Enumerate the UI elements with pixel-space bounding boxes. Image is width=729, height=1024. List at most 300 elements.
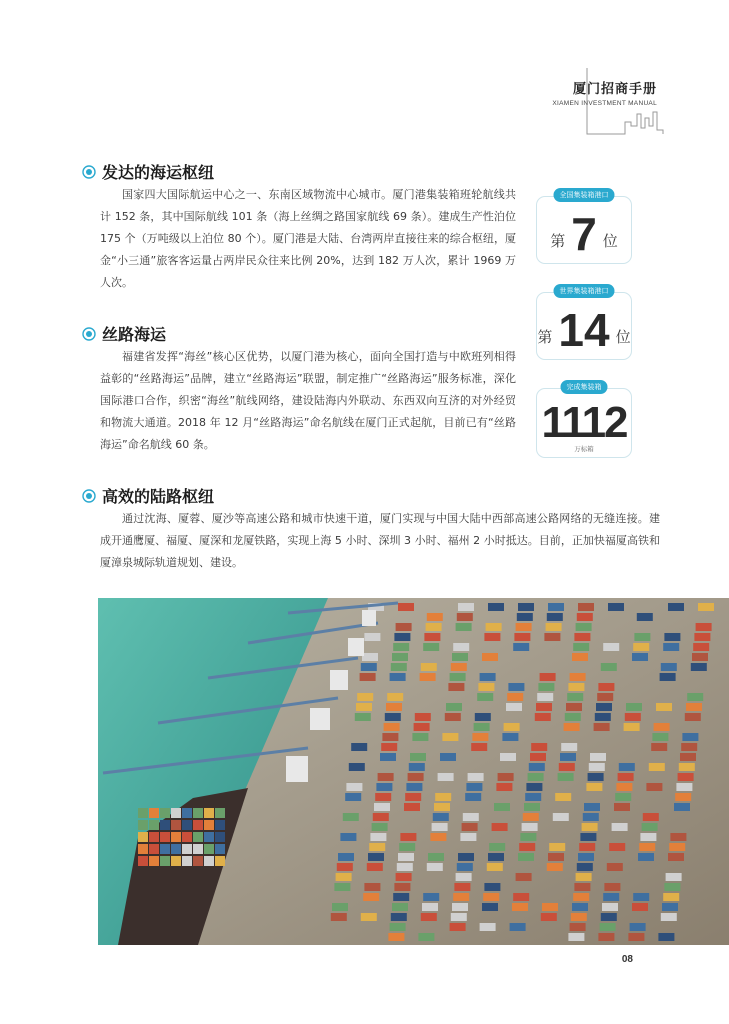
container-block xyxy=(658,933,674,941)
container-block xyxy=(607,863,623,871)
container-block xyxy=(409,763,425,771)
container-block xyxy=(442,733,458,741)
ship-container xyxy=(215,808,225,818)
container-block xyxy=(373,813,389,821)
container-block xyxy=(496,783,512,791)
container-block xyxy=(337,863,353,871)
container-block xyxy=(580,833,596,841)
port-illustration xyxy=(98,598,729,945)
container-block xyxy=(674,803,690,811)
container-block xyxy=(456,623,472,631)
container-block xyxy=(628,933,644,941)
ship-container xyxy=(160,856,170,866)
section-title-land-hub xyxy=(82,484,214,507)
ship-container xyxy=(215,844,225,854)
ship-container xyxy=(193,832,203,842)
container-block xyxy=(340,833,356,841)
container-block xyxy=(396,873,412,881)
container-block xyxy=(586,783,602,791)
container-block xyxy=(451,663,467,671)
container-block xyxy=(576,623,592,631)
section-title-silk-road xyxy=(82,322,166,345)
manual-header xyxy=(552,78,657,107)
container-block xyxy=(516,623,532,631)
container-block xyxy=(433,813,449,821)
container-block xyxy=(472,733,488,741)
ship-container xyxy=(149,820,159,830)
container-block xyxy=(386,703,402,711)
container-block xyxy=(574,883,590,891)
container-block xyxy=(445,713,461,721)
container-block xyxy=(440,753,456,761)
container-block xyxy=(516,873,532,881)
container-block xyxy=(415,713,431,721)
container-block xyxy=(570,923,586,931)
container-block xyxy=(682,733,698,741)
container-block xyxy=(574,633,590,641)
container-block xyxy=(691,663,707,671)
container-block xyxy=(474,723,490,731)
container-block xyxy=(537,693,553,701)
container-block xyxy=(513,893,529,901)
container-block xyxy=(573,643,589,651)
container-block xyxy=(421,663,437,671)
container-block xyxy=(504,723,520,731)
container-block xyxy=(494,803,510,811)
container-block xyxy=(390,673,406,681)
container-block xyxy=(458,603,474,611)
ship-container xyxy=(171,844,181,854)
container-block xyxy=(547,863,563,871)
container-block xyxy=(397,863,413,871)
container-block xyxy=(378,773,394,781)
container-block xyxy=(565,713,581,721)
container-block xyxy=(343,813,359,821)
container-block xyxy=(662,903,678,911)
container-block xyxy=(363,893,379,901)
container-block xyxy=(454,883,470,891)
container-block xyxy=(576,873,592,881)
stat-value: 7 xyxy=(571,208,597,260)
container-block xyxy=(336,873,352,881)
container-block xyxy=(478,683,494,691)
container-block xyxy=(364,633,380,641)
container-block xyxy=(398,853,414,861)
stat-prefix: 第 xyxy=(537,328,553,346)
container-block xyxy=(668,603,684,611)
container-block xyxy=(632,903,648,911)
container-block xyxy=(618,773,634,781)
container-block xyxy=(630,923,646,931)
container-block xyxy=(546,623,562,631)
container-block xyxy=(568,933,584,941)
container-block xyxy=(664,633,680,641)
section-title-sea-hub xyxy=(82,160,214,183)
container-block xyxy=(597,693,613,701)
container-block xyxy=(465,793,481,801)
stat-national-rank xyxy=(536,191,632,264)
container-block xyxy=(603,893,619,901)
ship-container xyxy=(138,820,148,830)
container-block xyxy=(568,683,584,691)
ship-container xyxy=(182,820,192,830)
container-block xyxy=(520,833,536,841)
container-block xyxy=(487,863,503,871)
section-title-text: 高效的陆路枢纽 xyxy=(102,487,215,506)
container-block xyxy=(331,913,347,921)
container-block xyxy=(390,923,406,931)
container-block xyxy=(452,903,468,911)
container-block xyxy=(542,903,558,911)
container-block xyxy=(524,803,540,811)
container-block xyxy=(457,613,473,621)
ship-container xyxy=(193,820,203,830)
container-block xyxy=(619,763,635,771)
container-block xyxy=(664,883,680,891)
container-block xyxy=(460,833,476,841)
container-block xyxy=(553,813,569,821)
container-block xyxy=(624,723,640,731)
container-block xyxy=(626,703,642,711)
ship-container xyxy=(204,808,214,818)
container-block xyxy=(541,913,557,921)
container-block xyxy=(435,793,451,801)
container-block xyxy=(510,923,526,931)
container-block xyxy=(687,693,703,701)
container-block xyxy=(615,793,631,801)
ship-container xyxy=(204,856,214,866)
container-block xyxy=(634,633,650,641)
ship-container xyxy=(215,832,225,842)
ship-container xyxy=(215,856,225,866)
container-block xyxy=(361,913,377,921)
container-block xyxy=(399,843,415,851)
container-block xyxy=(676,783,692,791)
container-block xyxy=(663,893,679,901)
container-block xyxy=(612,823,628,831)
container-block xyxy=(457,863,473,871)
ship-container xyxy=(171,856,181,866)
ship-container xyxy=(149,832,159,842)
container-block xyxy=(456,873,472,881)
container-block xyxy=(349,763,365,771)
container-block xyxy=(393,643,409,651)
ship-container xyxy=(193,856,203,866)
bullet-circle-icon xyxy=(82,327,96,341)
container-block xyxy=(507,693,523,701)
stat-teu-volume xyxy=(536,383,632,458)
ship-container xyxy=(149,808,159,818)
container-block xyxy=(560,753,576,761)
container-block xyxy=(381,743,397,751)
container-block xyxy=(564,723,580,731)
container-block xyxy=(387,693,403,701)
container-block xyxy=(367,863,383,871)
container-block xyxy=(484,883,500,891)
container-block xyxy=(394,883,410,891)
container-block xyxy=(506,703,522,711)
container-block xyxy=(398,603,414,611)
container-block xyxy=(513,643,529,651)
stat-tag: 完成集装箱 xyxy=(561,380,608,394)
stat-suffix: 位 xyxy=(615,328,631,346)
container-block xyxy=(601,663,617,671)
container-block xyxy=(475,713,491,721)
container-block xyxy=(654,723,670,731)
ship-container xyxy=(160,844,170,854)
container-block xyxy=(450,673,466,681)
container-block xyxy=(360,673,376,681)
bullet-circle-icon xyxy=(82,165,96,179)
container-block xyxy=(502,733,518,741)
container-block xyxy=(578,603,594,611)
container-block xyxy=(380,753,396,761)
container-block xyxy=(602,903,618,911)
container-block xyxy=(427,863,443,871)
container-block xyxy=(678,773,694,781)
container-block xyxy=(523,813,539,821)
container-block xyxy=(642,823,658,831)
container-block xyxy=(594,723,610,731)
ship-container xyxy=(204,820,214,830)
container-block xyxy=(578,853,594,861)
container-block xyxy=(463,813,479,821)
container-block xyxy=(414,723,430,731)
container-block xyxy=(382,733,398,741)
container-block xyxy=(616,783,632,791)
container-block xyxy=(385,713,401,721)
container-block xyxy=(514,633,530,641)
container-block xyxy=(369,843,385,851)
section-body-silk-road: 福建省发挥“海丝”核心区优势，以厦门港为核心，面向全国打造与中欧班列相得益彰的“丝路海运”品牌，建立“丝路海运”联盟，制定推广“丝路海运”服务标准，深化国际港口合作，织密“海丝”航线网络，建设陆海内外联动、东西双向互济的对外经贸和物流大通道。2018 年 12 月“丝路海运”命名航线在厦门正式起航，目前已有“丝路海运”命名航线 60 条。 xyxy=(100,350,516,451)
container-block xyxy=(482,903,498,911)
container-block xyxy=(406,783,422,791)
container-block xyxy=(468,773,484,781)
stat-world-rank xyxy=(536,287,632,360)
container-block xyxy=(547,613,563,621)
container-block xyxy=(525,793,541,801)
container-block xyxy=(428,853,444,861)
container-block xyxy=(477,693,493,701)
container-block xyxy=(646,783,662,791)
container-block xyxy=(572,653,588,661)
container-block xyxy=(375,793,391,801)
container-block xyxy=(675,793,691,801)
port-aerial-photo xyxy=(98,598,729,945)
container-block xyxy=(643,813,659,821)
container-block xyxy=(498,773,514,781)
stat-prefix: 第 xyxy=(550,232,566,250)
container-block xyxy=(538,683,554,691)
stat-value: 1112 xyxy=(541,398,627,447)
container-block xyxy=(526,783,542,791)
container-block xyxy=(639,843,655,851)
container-block xyxy=(391,663,407,671)
container-block xyxy=(480,673,496,681)
container-block xyxy=(603,643,619,651)
ship-container xyxy=(193,808,203,818)
ship-container xyxy=(182,808,192,818)
stat-unit: 万标箱 xyxy=(574,445,594,453)
container-block xyxy=(424,633,440,641)
container-block xyxy=(652,733,668,741)
container-block xyxy=(423,643,439,651)
container-block xyxy=(588,773,604,781)
container-block xyxy=(669,843,685,851)
container-block xyxy=(530,753,546,761)
container-block xyxy=(512,903,528,911)
ship-container xyxy=(138,844,148,854)
container-block xyxy=(362,653,378,661)
ship-container xyxy=(160,820,170,830)
container-block xyxy=(355,713,371,721)
container-block xyxy=(608,603,624,611)
container-block xyxy=(346,783,362,791)
ship-container xyxy=(193,844,203,854)
container-block xyxy=(376,783,392,791)
ship-container xyxy=(215,820,225,830)
container-block xyxy=(590,753,606,761)
container-block xyxy=(638,853,654,861)
stat-value: 14 xyxy=(558,304,610,356)
container-block xyxy=(559,763,575,771)
ship-container xyxy=(160,832,170,842)
container-block xyxy=(404,803,420,811)
container-block xyxy=(392,653,408,661)
container-block xyxy=(692,653,708,661)
section-body-land-hub: 通过沈海、厦蓉、厦沙等高速公路和城市快速干道，厦门实现与中国大陆中西部高速公路网络的无缝连接。建成开通鹰厦、福厦、厦深和龙厦铁路，实现上海 5 小时、深圳 3 小时、福州 2 小时抵达。目前，正加快福厦高铁和厦漳泉城际轨道规划、建设。 xyxy=(100,512,660,569)
container-block xyxy=(680,753,696,761)
container-block xyxy=(666,873,682,881)
container-block xyxy=(577,613,593,621)
container-block xyxy=(681,743,697,751)
ship-container xyxy=(171,820,181,830)
container-block xyxy=(388,933,404,941)
container-block xyxy=(694,633,710,641)
container-block xyxy=(427,613,443,621)
container-block xyxy=(561,743,577,751)
ship-container xyxy=(138,856,148,866)
container-block xyxy=(651,743,667,751)
container-block xyxy=(370,833,386,841)
container-block xyxy=(450,923,466,931)
container-block xyxy=(500,753,516,761)
container-block xyxy=(518,853,534,861)
container-block xyxy=(595,713,611,721)
container-block xyxy=(570,673,586,681)
ship-container xyxy=(138,832,148,842)
container-block xyxy=(422,903,438,911)
container-block xyxy=(696,623,712,631)
container-block xyxy=(609,843,625,851)
container-block xyxy=(448,683,464,691)
container-block xyxy=(577,863,593,871)
stat-tag: 世界集装箱港口 xyxy=(554,284,615,298)
container-block xyxy=(338,853,354,861)
container-block xyxy=(453,893,469,901)
container-block xyxy=(488,603,504,611)
container-block xyxy=(374,803,390,811)
container-block xyxy=(548,853,564,861)
container-block xyxy=(555,793,571,801)
container-block xyxy=(351,743,367,751)
container-block xyxy=(482,653,498,661)
container-block xyxy=(400,833,416,841)
container-block xyxy=(528,773,544,781)
container-block xyxy=(518,603,534,611)
container-block xyxy=(685,713,701,721)
container-block xyxy=(572,903,588,911)
container-block xyxy=(540,673,556,681)
container-block xyxy=(489,843,505,851)
stat-suffix: 位 xyxy=(602,232,618,250)
container-block xyxy=(426,623,442,631)
container-block xyxy=(548,603,564,611)
container-block xyxy=(391,913,407,921)
container-block xyxy=(446,703,462,711)
container-block xyxy=(430,833,446,841)
container-block xyxy=(357,693,373,701)
ship-container xyxy=(182,844,192,854)
ship-container xyxy=(204,832,214,842)
section-title-text: 丝路海运 xyxy=(102,325,167,344)
container-block xyxy=(394,633,410,641)
container-block xyxy=(670,833,686,841)
container-block xyxy=(453,643,469,651)
container-block xyxy=(529,763,545,771)
container-block xyxy=(483,893,499,901)
container-block xyxy=(571,913,587,921)
ship-container xyxy=(138,808,148,818)
container-block xyxy=(698,603,714,611)
container-block xyxy=(531,743,547,751)
section-title-text: 发达的海运枢纽 xyxy=(102,163,215,182)
section-body-sea-hub: 国家四大国际航运中心之一、东南区域物流中心城市。厦门港集装箱班轮航线共计 152 条，其中国际航线 101 条（海上丝绸之路国家航线 69 条）。建成生产性泊位 175 个（万吨级以上泊位 80 个）。厦门港是大陆、台湾两岸直接往来的综合枢纽，厦金“小三通”旅客客运量占两岸民众往来比例 20%，达到 182 万人次，累计 1969 万人次。 xyxy=(100,188,516,289)
ship-container xyxy=(171,832,181,842)
container-block xyxy=(522,823,538,831)
container-block xyxy=(536,703,552,711)
container-block xyxy=(600,923,616,931)
container-block xyxy=(693,643,709,651)
container-block xyxy=(466,783,482,791)
container-block xyxy=(656,703,672,711)
container-block xyxy=(423,893,439,901)
container-block xyxy=(566,703,582,711)
ship-container xyxy=(171,808,181,818)
container-block xyxy=(492,823,508,831)
container-block xyxy=(598,933,614,941)
container-block xyxy=(632,653,648,661)
container-block xyxy=(384,723,400,731)
header-subtitle: XIAMEN INVESTMENT MANUAL xyxy=(552,100,657,107)
ship-container xyxy=(160,808,170,818)
container-block xyxy=(649,763,665,771)
container-block xyxy=(451,913,467,921)
container-block xyxy=(573,893,589,901)
container-block xyxy=(567,693,583,701)
container-block xyxy=(432,823,448,831)
container-block xyxy=(408,773,424,781)
container-block xyxy=(596,703,612,711)
container-block xyxy=(660,673,676,681)
container-block xyxy=(334,883,350,891)
container-block xyxy=(625,713,641,721)
container-block xyxy=(661,663,677,671)
container-block xyxy=(663,643,679,651)
container-block xyxy=(471,743,487,751)
container-block xyxy=(686,703,702,711)
container-block xyxy=(661,913,677,921)
